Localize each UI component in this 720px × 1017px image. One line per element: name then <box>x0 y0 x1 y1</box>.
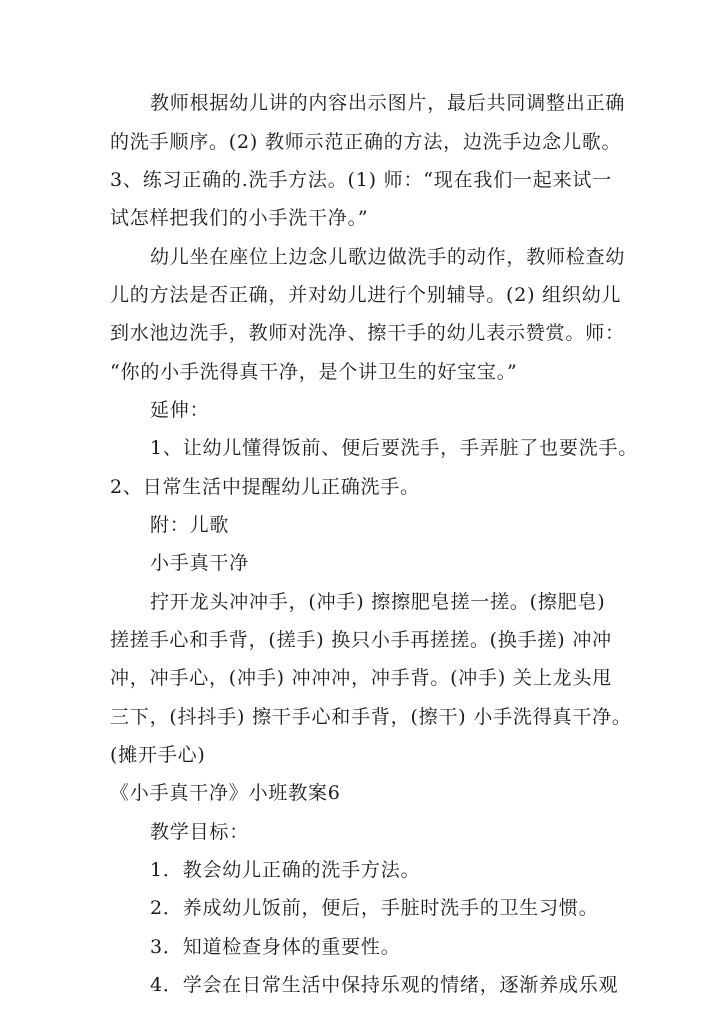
text-line-6: 儿的方法是否正确，并对幼儿进行个别辅导。(2) 组织幼儿 <box>110 284 622 306</box>
text-line-16: 冲，冲手心，(冲手) 冲冲冲，冲手背。(冲手) 关上龙头甩 <box>110 667 612 689</box>
objective-item-3: 3．知道检查身体的重要性。 <box>150 936 401 958</box>
text-line-5: 幼儿坐在座位上边念儿歌边做洗手的动作，教师检查幼 <box>150 246 626 268</box>
text-line-3: 3、练习正确的.洗手方法。(1) 师：“现在我们一起来试一 <box>110 169 612 191</box>
text-line-10: 1、让幼儿懂得饭前、便后要洗手，手弄脏了也要洗手。 <box>150 437 639 459</box>
text-line-8: “你的小手洗得真干净，是个讲卫生的好宝宝。” <box>110 361 518 383</box>
text-line-2: 的洗手顺序。(2) 教师示范正确的方法，边洗手边念儿歌。 <box>110 131 622 153</box>
text-line-18: (摊开手心) <box>110 744 206 766</box>
objective-item-4: 4．学会在日常生活中保持乐观的情绪，逐渐养成乐观 <box>150 974 619 996</box>
section-heading-extension: 延伸： <box>150 399 210 421</box>
text-line-1: 教师根据幼儿讲的内容出示图片，最后共同调整出正确 <box>150 92 626 114</box>
text-line-11: 2、日常生活中提醒幼儿正确洗手。 <box>110 476 420 498</box>
text-line-17: 三下，(抖抖手) 擦干手心和手背，(擦干) 小手洗得真干净。 <box>110 706 632 728</box>
appendix-label: 附：儿歌 <box>150 514 230 536</box>
text-line-15: 搓搓手心和手背，(搓手) 换只小手再搓搓。(换手搓) 冲冲 <box>110 629 612 651</box>
song-title: 小手真干净 <box>150 552 250 574</box>
section-heading-objectives: 教学目标： <box>150 821 250 843</box>
lesson-title: 《小手真干净》小班教案6 <box>110 782 341 804</box>
text-line-7: 到水池边洗手，教师对洗净、擦干手的幼儿表示赞赏。师： <box>110 322 625 344</box>
text-line-4: 试怎样把我们的小手洗干净。” <box>110 207 369 229</box>
text-line-14: 拧开龙头冲冲手，(冲手) 擦擦肥皂搓一搓。(擦肥皂) <box>150 591 606 613</box>
objective-item-1: 1．教会幼儿正确的洗手方法。 <box>150 859 421 881</box>
objective-item-2: 2．养成幼儿饭前，便后，手脏时洗手的卫生习惯。 <box>150 897 599 919</box>
